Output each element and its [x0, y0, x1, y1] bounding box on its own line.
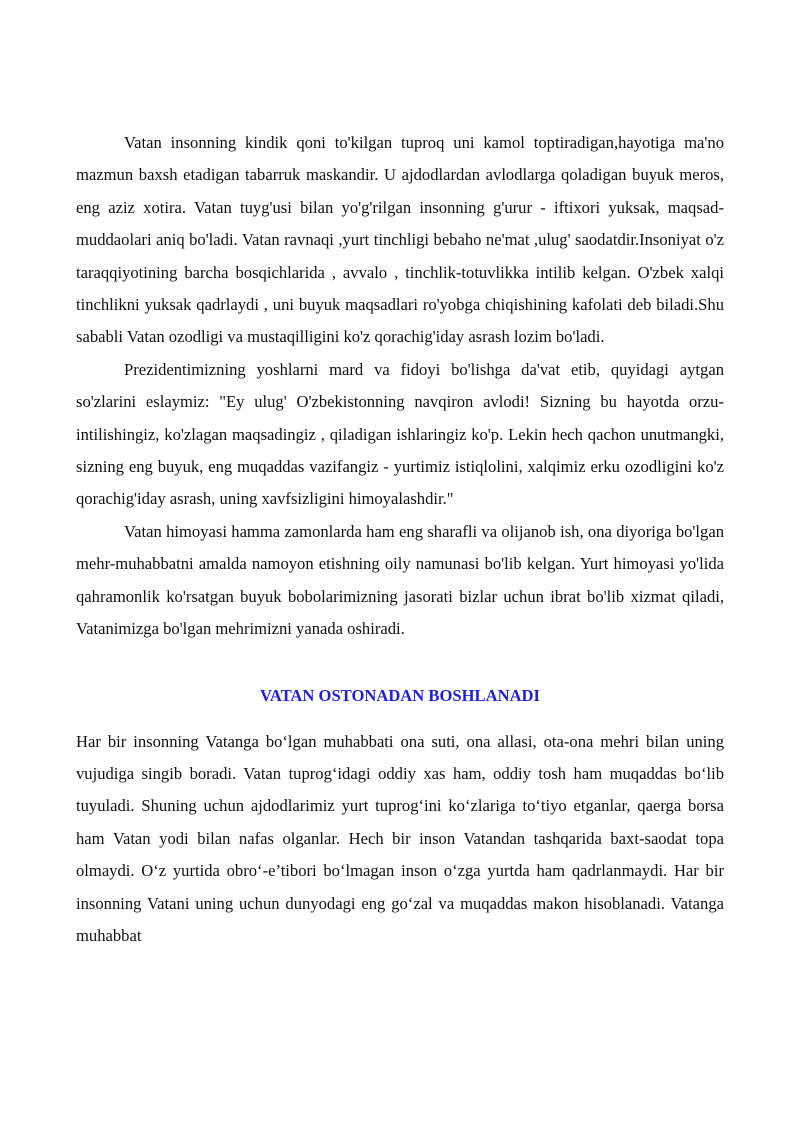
paragraph-president-quote: Prezidentimizning yoshlarni mard va fidoyi bo'lishga da'vat etib, quyidagi aytgan so'zlarini eslaymiz: "Ey ulug' O'zbekistonning navqiron avlodi! Sizning bu hayotda orzu-intilishingiz, ko'zlagan maqsadingiz , qiladigan ishlaringiz ko'p. Lekin hech qachon unutmangki, sizning eng buyuk, eng muqaddas vazifangiz - yurtimiz istiqlolini, xalqimiz erku ozodligini ko'z qorachig'iday asrash, uning xavfsizligini himoyalashdir.": [76, 359, 724, 509]
paragraph-vatan-intro: Vatan insonning kindik qoni to'kilgan tuproq uni kamol toptiradigan,hayotiga ma'no mazmun baxsh etadigan tabarruk maskandir. U ajdodlardan avlodlarga qoladigan buyuk meros, eng aziz xotira. Vatan tuyg'usi bilan yo'g'rilgan insonning g'urur - iftixori yuksak, maqsad-muddaolari aniq bo'ladi. Vatan ravnaqi ,yurt tinchligi bebaho ne'mat ,ulug' saodatdir.Insoniyat o'z taraqqiyotining barcha bosqichlarida , avvalo , tinchlik-totuvlikka intilib kelgan. O'zbek xalqi tinchlikni yuksak qadrlaydi , uni buyuk maqsadlari ro'yobga chiqishining kafolati deb biladi.Shu sababli Vatan ozodligi va mustaqilligini ko'z qorachig'iday asrash lozim bo'ladi.: [76, 133, 724, 347]
document-page: [76, 127, 724, 952]
paragraph-vatan-himoyasi: Vatan himoyasi hamma zamonlarda ham eng sharafli va olijanob ish, ona diyoriga bo'lgan mehr-muhabbatni amalda namoyon etishning oily namunasi bo'lib kelgan. Yurt himoyasi yo'lida qahramonlik ko'rsatgan buyuk bobolarimizning jasorati bizlar uchun ibrat bo'lib xizmat qiladi, Vatanimizga bo'lgan mehrimizni yanada oshiradi.: [76, 521, 724, 639]
section-heading: VATAN OSTONADAN BOSHLANADI: [260, 685, 540, 705]
paragraph-section-body: Har bir insonning Vatanga bo‘lgan muhabbati ona suti, ona allasi, ota-ona mehri bilan uning vujudiga singib boradi. Vatan tuprog‘idagi oddiy xas ham, oddiy tosh ham muqaddas bo‘lib tuyuladi. Shuning uchun ajdodlarimiz yurt tuprog‘ini ko‘zlariga to‘tiyo etganlar, qaerga borsa ham Vatan yodi bilan nafas olganlar. Hech bir inson Vatandan tashqarida baxt-saodat topa olmaydi. O‘z yurtida obro‘-e’tibori bo‘lmagan inson o‘zga yurtda ham qadrlanmaydi. Har bir insonning Vatani uning uchun dunyodagi eng go‘zal va muqaddas makon hisoblanadi. Vatanga muhabbat: [76, 731, 724, 945]
